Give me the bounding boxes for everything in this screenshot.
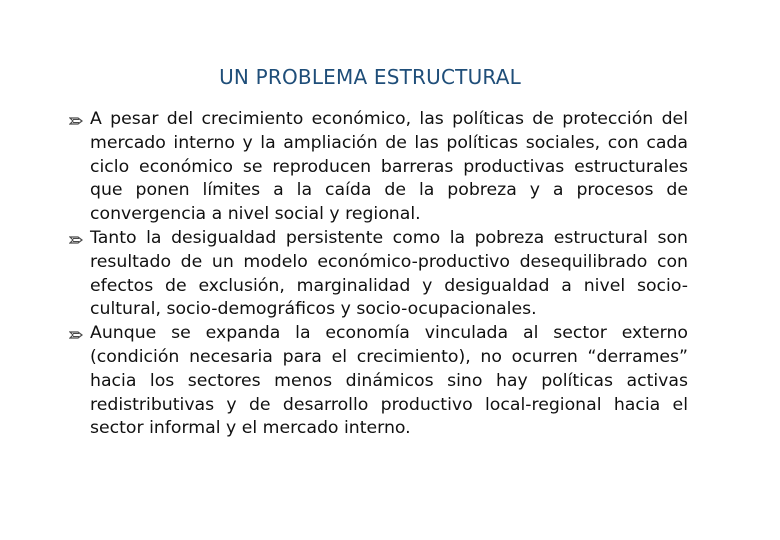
scroll-ribbon-icon: [69, 235, 85, 245]
bullet-item-3: [66, 322, 688, 441]
bullet-text-1: A pesar del crecimiento económico, las políticas de protección del mercado interno y la ampliación de las políticas sociales, con cada ciclo económico se reproducen barreras productivas estructurales que ponen límites a la caída de la pobreza y a procesos de convergencia a nivel social y regional.: [90, 109, 688, 225]
bullet-text-3: Aunque se expanda la economía vinculada al sector externo (condición necesaria para el crecimiento), no ocurren “derrames” hacia los sectores menos dinámicos sino hay políticas activas redistributivas y de desarrollo productivo local-regional hacia el sector informal y el mercado interno.: [90, 323, 688, 439]
bullet-item-1: [66, 108, 688, 227]
bullet-list: [66, 108, 688, 441]
bullet-text-2: Tanto la desigualdad persistente como la pobreza estructural son resultado de un modelo económico-productivo desequilibrado con efectos de exclusión, marginalidad y desigualdad a nivel socio-cultural, socio-demográficos y socio-ocupacionales.: [90, 227, 688, 320]
slide-title: UN PROBLEMA ESTRUCTURAL: [219, 65, 521, 89]
scroll-ribbon-icon: [69, 116, 85, 126]
scroll-ribbon-icon: [69, 330, 85, 340]
bullet-item-2: [66, 227, 688, 322]
